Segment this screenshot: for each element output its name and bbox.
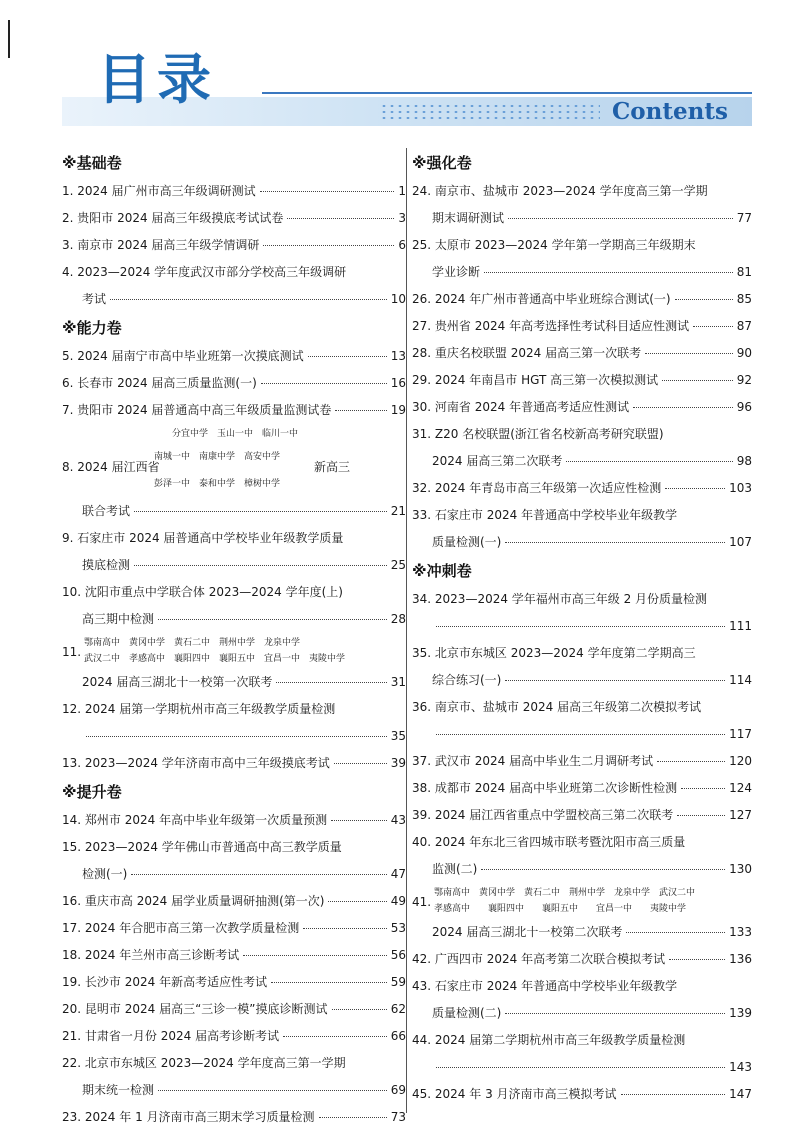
dot-leader (505, 1013, 725, 1014)
page-number: 3 (398, 211, 406, 225)
toc-entry[interactable] (412, 586, 752, 613)
page-number: 19 (390, 403, 406, 417)
entry-title: 高三期中检测 (82, 612, 155, 626)
dot-leader (681, 788, 725, 789)
margin-mark (8, 20, 10, 58)
toc-entry[interactable] (62, 1104, 406, 1131)
toc-entry[interactable] (62, 807, 406, 834)
toc-entry[interactable] (412, 475, 752, 502)
page-number: 90 (736, 346, 752, 360)
entry-title: 37. 武汉市 2024 届高中毕业生二月调研考试 (412, 754, 654, 768)
dot-leader (677, 815, 725, 816)
entry-title: 3. 南京市 2024 届高三年级学情调研 (62, 238, 260, 252)
page-number: 49 (390, 894, 406, 908)
entry-title: 考试 (82, 292, 107, 306)
entry-title: 18. 2024 年兰州市高三诊断考试 (62, 948, 240, 962)
toc-entry[interactable] (62, 696, 406, 723)
dot-leader (436, 626, 725, 627)
dot-leader (86, 736, 387, 737)
school-row: 鄂南高中 黄冈中学 黄石二中 荆州中学 龙泉中学 (84, 638, 301, 648)
entry-title: 39. 2024 届江西省重点中学盟校高三第二次联考 (412, 808, 674, 822)
page-number: 117 (729, 727, 752, 741)
toc-entry[interactable] (62, 259, 406, 286)
entry-title: 34. 2023—2024 学年福州市高三年级 2 月份质量检测 (412, 592, 708, 606)
dot-leader (328, 901, 386, 902)
entry-title: 质量检测(一) (432, 535, 502, 549)
dot-leader (626, 932, 725, 933)
dot-leader (645, 353, 733, 354)
entry-title: 7. 贵阳市 2024 届普通高中高三年级质量监测试卷 (62, 403, 332, 417)
dot-leader (693, 326, 733, 327)
page-number: 136 (729, 952, 752, 966)
toc-entry-schools[interactable] (62, 633, 406, 669)
school-row: 武汉二中 孝感高中 襄阳四中 襄阳五中 宜昌一中 夷陵中学 (84, 654, 346, 664)
toc-entry[interactable] (62, 525, 406, 552)
toc-entry[interactable] (412, 178, 752, 205)
page-number: 28 (390, 612, 406, 626)
toc-entry[interactable] (412, 529, 752, 556)
page-number: 69 (390, 1083, 406, 1097)
entry-title: 质量检测(二) (432, 1006, 502, 1020)
entry-title: 38. 成都市 2024 届高中毕业班第二次诊断性检测 (412, 781, 678, 795)
school-row: 分宜中学 玉山一中 临川一中 (172, 429, 299, 439)
entry-number: 41. (412, 895, 432, 909)
page-number: 62 (390, 1002, 406, 1016)
page-number: 10 (390, 292, 406, 306)
dot-leader (319, 1117, 387, 1118)
dot-leader (134, 511, 387, 512)
toc-entry[interactable] (412, 919, 752, 946)
dot-leader (335, 410, 386, 411)
toc-entry[interactable] (62, 286, 406, 313)
dot-leader (662, 380, 733, 381)
toc-entry[interactable] (412, 640, 752, 667)
page-title: 目录 (97, 48, 217, 111)
dot-leader (158, 1090, 387, 1091)
header-dot-pattern (380, 103, 600, 121)
entry-title: 2. 贵阳市 2024 届高三年级摸底考试试卷 (62, 211, 284, 225)
dot-leader (271, 982, 387, 983)
page-number: 120 (729, 754, 752, 768)
toc-entry[interactable] (412, 367, 752, 394)
toc-entry[interactable] (412, 973, 752, 1000)
toc-entry[interactable] (62, 888, 406, 915)
entry-title: 摸底检测 (82, 558, 131, 572)
toc-entry[interactable] (62, 942, 406, 969)
entry-title: 13. 2023—2024 学年济南市高中三年级摸底考试 (62, 756, 330, 770)
dot-leader (665, 488, 725, 489)
page-number: 31 (390, 675, 406, 689)
entry-title: 5. 2024 届南宁市高中毕业班第一次摸底测试 (62, 349, 304, 363)
entry-title: 28. 重庆名校联盟 2024 届高三第一次联考 (412, 346, 642, 360)
dot-leader (505, 542, 725, 543)
toc-entry[interactable] (412, 232, 752, 259)
toc-entry[interactable] (412, 313, 752, 340)
page-number: 103 (729, 481, 752, 495)
dot-leader (260, 191, 395, 192)
page-number: 127 (729, 808, 752, 822)
toc-entry-schools[interactable] (412, 883, 752, 919)
toc-entry[interactable] (412, 721, 752, 748)
toc-right-column (412, 148, 752, 1108)
entry-title: 22. 北京市东城区 2023—2024 学年度高三第一学期 (62, 1056, 346, 1070)
toc-entry[interactable] (62, 1023, 406, 1050)
dot-leader (675, 299, 733, 300)
toc-entry[interactable] (62, 750, 406, 777)
entry-title: 40. 2024 年东北三省四城市联考暨沈阳市高三质量 (412, 835, 686, 849)
entry-title: 21. 甘肃省一月份 2024 届高考诊断考试 (62, 1029, 280, 1043)
dot-leader (334, 763, 387, 764)
section-heading: ※冲刺卷 (412, 562, 472, 580)
dot-leader (633, 407, 733, 408)
entry-title: 31. Z20 名校联盟(浙江省名校新高考研究联盟) (412, 427, 664, 441)
entry-title: 期末调研测试 (432, 211, 505, 225)
dot-leader (436, 734, 725, 735)
toc-entry[interactable] (412, 259, 752, 286)
page-number: 98 (736, 454, 752, 468)
page-number: 1 (398, 184, 406, 198)
entry-title: 24. 南京市、盐城市 2023—2024 学年度高三第一学期 (412, 184, 708, 198)
entry-title: 27. 贵州省 2024 年高考选择性考试科目适应性测试 (412, 319, 690, 333)
entry-title: 2024 届高三第二次联考 (432, 454, 563, 468)
section-heading: ※基础卷 (62, 154, 122, 172)
entry-title: 43. 石家庄市 2024 年普通高中学校毕业年级教学 (412, 979, 678, 993)
dot-leader (134, 565, 387, 566)
entry-title: 6. 长春市 2024 届高三质量监测(一) (62, 376, 257, 390)
toc-entry[interactable] (412, 829, 752, 856)
toc-entry[interactable] (412, 1027, 752, 1054)
entry-title: 36. 南京市、盐城市 2024 届高三年级第二次模拟考试 (412, 700, 702, 714)
section-heading: ※强化卷 (412, 154, 472, 172)
dot-leader (669, 959, 725, 960)
entry-title: 35. 北京市东城区 2023—2024 学年度第二学期高三 (412, 646, 696, 660)
page-number: 139 (729, 1006, 752, 1020)
entry-title: 33. 石家庄市 2024 年普通高中学校毕业年级教学 (412, 508, 678, 522)
toc-entry[interactable] (412, 502, 752, 529)
toc-entry[interactable] (62, 178, 406, 205)
entry-title: 综合练习(一) (432, 673, 502, 687)
toc-entry[interactable] (412, 205, 752, 232)
page-number: 73 (390, 1110, 406, 1124)
entry-title: 学业诊断 (432, 265, 481, 279)
entry-title: 10. 沈阳市重点中学联合体 2023—2024 学年度(上) (62, 585, 343, 599)
page-number: 21 (390, 504, 406, 518)
page-number: 133 (729, 925, 752, 939)
dot-leader (131, 874, 386, 875)
entry-title: 监测(二) (432, 862, 478, 876)
school-list (154, 444, 280, 498)
page-number: 107 (729, 535, 752, 549)
entry-title: 25. 太原市 2023—2024 学年第一学期高三年级期末 (412, 238, 696, 252)
dot-leader (505, 680, 725, 681)
toc-entry[interactable] (62, 370, 406, 397)
page-number: 13 (390, 349, 406, 363)
school-row: 南城一中 南康中学 高安中学 (154, 452, 281, 462)
toc-entry[interactable] (412, 856, 752, 883)
toc-entry-schools[interactable] (62, 444, 406, 498)
dot-leader (332, 1009, 387, 1010)
column-divider (406, 148, 407, 1113)
toc-entry[interactable] (412, 1000, 752, 1027)
toc-entry[interactable] (62, 579, 406, 606)
page-number: 147 (729, 1087, 752, 1101)
dot-leader (566, 461, 732, 462)
page-number: 114 (729, 673, 752, 687)
page-number: 16 (390, 376, 406, 390)
toc-entry[interactable] (412, 694, 752, 721)
toc-entry[interactable] (62, 232, 406, 259)
toc-entry[interactable] (412, 340, 752, 367)
page-number: 53 (390, 921, 406, 935)
dot-leader (243, 955, 386, 956)
toc-entry[interactable] (62, 669, 406, 696)
dot-leader (263, 245, 394, 246)
section-heading: ※提升卷 (62, 783, 122, 801)
toc-entry[interactable] (62, 343, 406, 370)
page-number: 35 (390, 729, 406, 743)
school-row: 鄂南高中 黄冈中学 黄石二中 荆州中学 龙泉中学 武汉二中 (434, 888, 696, 898)
toc-entry[interactable] (412, 667, 752, 694)
entry-title: 15. 2023—2024 学年佛山市普通高中高三教学质量 (62, 840, 342, 854)
toc-entry[interactable] (412, 286, 752, 313)
entry-title: 45. 2024 年 3 月济南市高三模拟考试 (412, 1087, 617, 1101)
entry-number: 8. 2024 届江西省 (62, 460, 160, 474)
entry-title: 2024 届高三湖北十一校第一次联考 (82, 675, 273, 689)
toc-entry[interactable] (412, 394, 752, 421)
page-number: 130 (729, 862, 752, 876)
page-number: 59 (390, 975, 406, 989)
dot-leader (287, 218, 394, 219)
toc-entry[interactable] (62, 1077, 406, 1104)
entry-title: 12. 2024 届第一学期杭州市高三年级教学质量检测 (62, 702, 336, 716)
toc-entry[interactable] (62, 861, 406, 888)
entry-title: 20. 昆明市 2024 届高三“三诊一模”摸底诊断测试 (62, 1002, 328, 1016)
entry-title-tail: 新高三 (314, 460, 351, 474)
entry-title: 30. 河南省 2024 年普通高考适应性测试 (412, 400, 630, 414)
dot-leader (508, 218, 733, 219)
section-heading: ※能力卷 (62, 319, 122, 337)
toc-entry[interactable] (62, 1050, 406, 1077)
page-number: 56 (390, 948, 406, 962)
toc-entry[interactable] (412, 802, 752, 829)
dot-leader (484, 272, 733, 273)
school-row: 彭泽一中 泰和中学 樟树中学 (154, 479, 281, 489)
entry-number: 11. (62, 645, 82, 659)
toc-entry[interactable] (412, 421, 752, 448)
toc-entry[interactable] (412, 1054, 752, 1081)
dot-leader (657, 761, 725, 762)
page-number: 92 (736, 373, 752, 387)
header-rule (262, 92, 752, 94)
dot-leader (436, 1067, 725, 1068)
dot-leader (110, 299, 387, 300)
toc-entry[interactable] (62, 969, 406, 996)
toc-entry[interactable] (412, 946, 752, 973)
entry-title: 2024 届高三湖北十一校第二次联考 (432, 925, 623, 939)
page-number: 77 (736, 211, 752, 225)
entry-title: 32. 2024 年青岛市高三年级第一次适应性检测 (412, 481, 662, 495)
dot-leader (481, 869, 725, 870)
page-number: 111 (729, 619, 752, 633)
entry-title: 检测(一) (82, 867, 128, 881)
entry-title: 19. 长沙市 2024 年新高考适应性考试 (62, 975, 268, 989)
entry-title: 14. 郑州市 2024 年高中毕业年级第一次质量预测 (62, 813, 328, 827)
entry-title: 44. 2024 届第二学期杭州市高三年级教学质量检测 (412, 1033, 686, 1047)
entry-title: 42. 广西四市 2024 年高考第二次联合模拟考试 (412, 952, 666, 966)
school-row: 孝感高中 襄阳四中 襄阳五中 宜昌一中 夷陵中学 (434, 904, 687, 914)
page-number: 85 (736, 292, 752, 306)
page-number: 96 (736, 400, 752, 414)
entry-title: 17. 2024 年合肥市高三第一次教学质量检测 (62, 921, 300, 935)
dot-leader (621, 1094, 726, 1095)
entry-title: 26. 2024 年广州市普通高中毕业班综合测试(一) (412, 292, 671, 306)
toc-entry[interactable] (62, 723, 406, 750)
page-number: 47 (390, 867, 406, 881)
dot-leader (308, 356, 387, 357)
toc-entry[interactable] (62, 915, 406, 942)
toc-entry[interactable] (62, 834, 406, 861)
entry-title: 1. 2024 届广州市高三年级调研测试 (62, 184, 256, 198)
toc-left-column (62, 148, 406, 1131)
toc-entry[interactable] (412, 775, 752, 802)
page-subtitle: Contents (612, 98, 728, 125)
dot-leader (261, 383, 387, 384)
toc-entry[interactable] (412, 748, 752, 775)
page-number: 81 (736, 265, 752, 279)
page-number: 39 (390, 756, 406, 770)
toc-entry[interactable] (62, 996, 406, 1023)
page-number: 87 (736, 319, 752, 333)
entry-title: 联合考试 (82, 504, 131, 518)
toc-entry[interactable] (62, 606, 406, 633)
toc-entry[interactable] (62, 552, 406, 579)
dot-leader (303, 928, 386, 929)
entry-title: 9. 石家庄市 2024 届普通高中学校毕业年级教学质量 (62, 531, 344, 545)
toc-entry[interactable] (62, 205, 406, 232)
school-list (434, 885, 695, 917)
dot-leader (158, 619, 387, 620)
toc-entry[interactable] (62, 498, 406, 525)
dot-leader (276, 682, 386, 683)
page-number: 66 (390, 1029, 406, 1043)
page-number: 43 (390, 813, 406, 827)
page-number: 143 (729, 1060, 752, 1074)
toc-entry[interactable] (412, 448, 752, 475)
entry-title: 4. 2023—2024 学年度武汉市部分学校高三年级调研 (62, 265, 347, 279)
entry-title: 23. 2024 年 1 月济南市高三期末学习质量检测 (62, 1110, 315, 1124)
entry-title: 期末统一检测 (82, 1083, 155, 1097)
page-number: 124 (729, 781, 752, 795)
toc-entry[interactable] (412, 613, 752, 640)
entry-title: 29. 2024 年南昌市 HGT 高三第一次模拟测试 (412, 373, 659, 387)
toc-entry[interactable] (412, 1081, 752, 1108)
dot-leader (283, 1036, 387, 1037)
toc-entry[interactable] (62, 397, 406, 424)
dot-leader (331, 820, 387, 821)
entry-title: 16. 重庆市高 2024 届学业质量调研抽测(第一次) (62, 894, 325, 908)
school-list (84, 635, 345, 667)
page-number: 6 (398, 238, 406, 252)
page-number: 25 (390, 558, 406, 572)
